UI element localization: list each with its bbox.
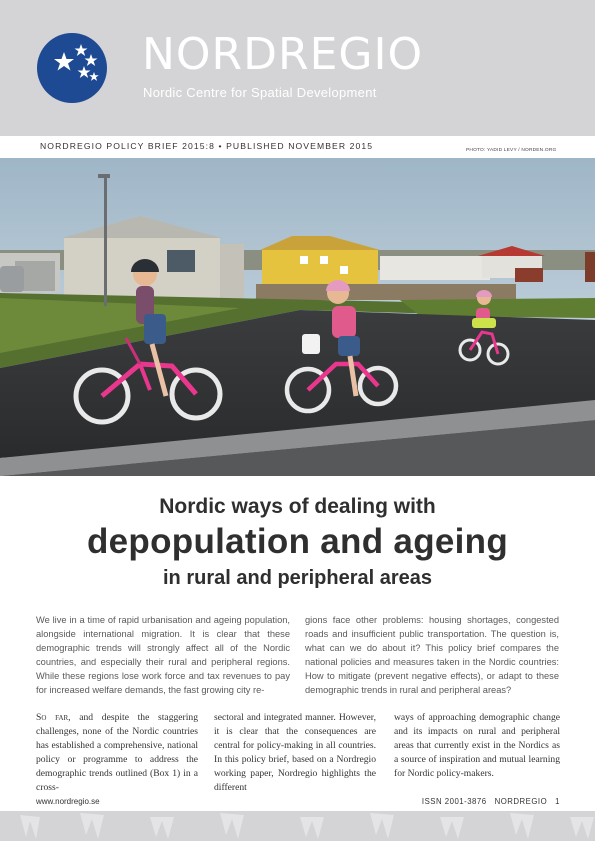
page-number: 1 [555,797,560,806]
body-column-2: sectoral and integrated manner. However, it is clear that the consequences are central for policy-making in all countries. In this policy brief, based on a Nordregio working paper, Nordregio highlights the different [214,712,376,793]
masthead [0,0,595,136]
body-column-1-text: , and despite the staggering challenges, none of the Nordic countries has established a comprehensive, national policy or programme to address the demographic trends outlined (Box 1) in a cross- [36,712,198,793]
brand-tagline: Nordic Centre for Spatial Development [143,85,377,100]
cover-photo [0,158,595,476]
website-link[interactable]: www.nordregio.se [36,797,100,806]
brand-name: NORDREGIO [142,29,424,80]
body-column-3: ways of approaching demographic change and its impacts on rural and peripheral areas that currently exist in the Nordics as a source of inspiration and mutual learning for Nordic policy-makers. [394,712,560,779]
policy-brief-line: NORDREGIO POLICY BRIEF 2015:8 • PUBLISHED NOVEMBER 2015 [40,141,374,151]
footer-org: NORDREGIO [494,797,548,806]
nordregio-logo-icon [36,32,108,104]
intro-column-2: gions face other problems: housing shortages, congested roads and insufficient public transportation. The question is, what can we do about it? This policy brief compares the national policies and measures taken in the Nordic countries: How to mitigate (prevent negative effects), or adapt to these demographic trends in rural and peripheral areas? [305,615,559,695]
title-line-1: Nordic ways of dealing with [159,495,436,518]
intro-column-1: We live in a time of rapid urbanisation and ageing population, alongside international migration. It is clear that these demographic trends will strongly affect all of the Nordic countries, and especially their rural and peripheral regions. While these regions lose work force and tax revenues to pay for increased welfare demands, the fast growing city re- [36,615,290,695]
body-column-1 [36,711,198,795]
issn: ISSN 2001-3876 [421,797,487,806]
title-line-2: depopulation and ageing [86,522,509,561]
decorative-star-band [0,811,595,841]
photo-credit: PHOTO: YADID LEVY / NORDEN.ORG [466,148,557,153]
body-lead: So far [36,712,69,723]
footer-info [420,797,560,806]
title-line-3: in rural and peripheral areas [163,567,432,589]
